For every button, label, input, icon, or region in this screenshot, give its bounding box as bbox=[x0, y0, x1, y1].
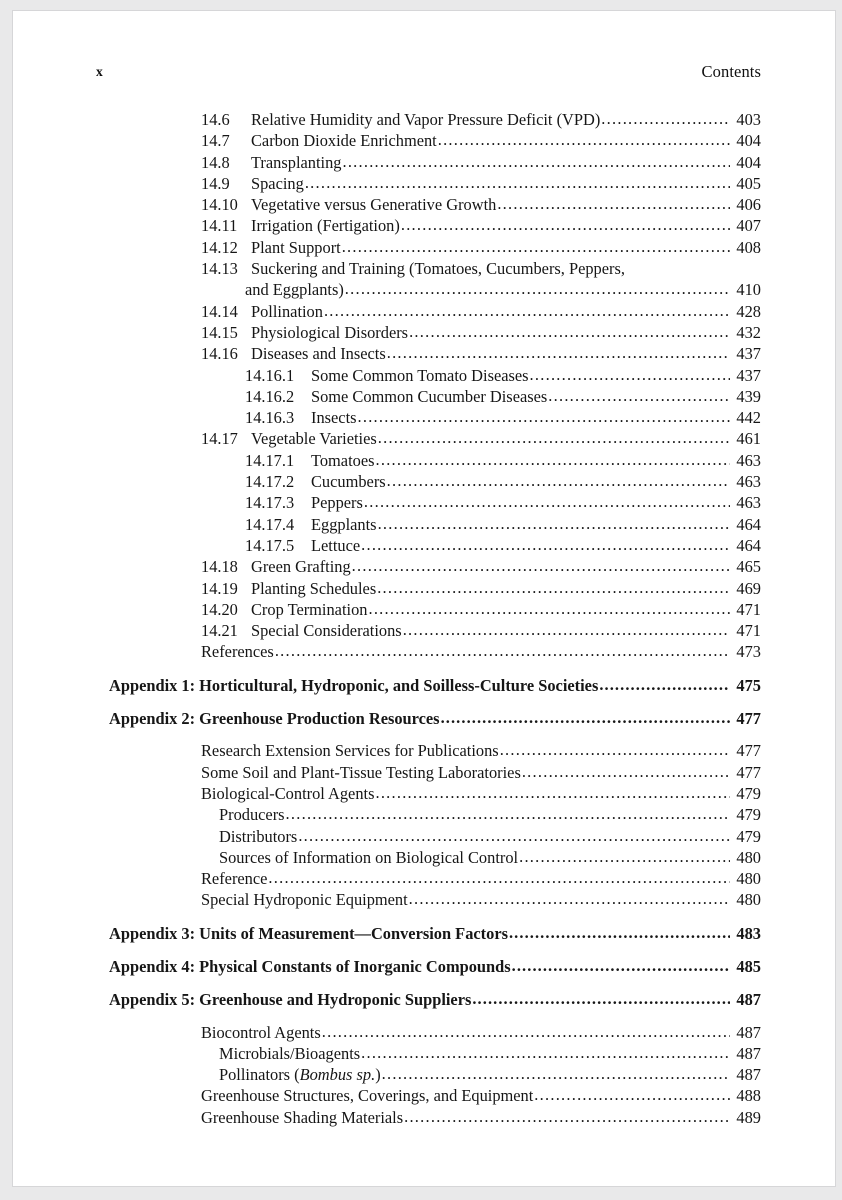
toc-leader-dots bbox=[519, 846, 730, 867]
toc-entry-label: Appendix 4: Physical Constants of Inorganic Compounds bbox=[109, 956, 511, 976]
toc-page-number: 465 bbox=[736, 557, 761, 577]
toc-entry-number: 14.16.3 bbox=[245, 408, 295, 428]
toc-page-number: 485 bbox=[736, 956, 761, 976]
toc-leader-dots bbox=[375, 782, 730, 803]
toc-entry-number: 14.17 bbox=[201, 429, 238, 449]
toc-leader-dots bbox=[342, 151, 730, 172]
toc-entry[interactable] bbox=[13, 450, 835, 471]
toc-entry[interactable] bbox=[13, 599, 835, 620]
toc-entry-label: Spacing bbox=[251, 173, 304, 193]
running-head bbox=[13, 64, 835, 88]
toc-entry-label: References bbox=[201, 642, 274, 662]
toc-leader-dots bbox=[409, 321, 730, 342]
toc-page-number: 479 bbox=[736, 805, 761, 825]
toc-entry[interactable] bbox=[13, 1022, 835, 1043]
toc-leader-dots bbox=[361, 534, 730, 555]
toc-entry-number: 14.17.4 bbox=[245, 514, 295, 534]
toc-leader-dots bbox=[382, 1063, 730, 1084]
toc-page-number: 437 bbox=[736, 365, 761, 385]
toc-entry-label: Irrigation (Fertigation) bbox=[251, 216, 400, 236]
toc-entry-number: 14.17.1 bbox=[245, 450, 295, 470]
toc-page-number: 405 bbox=[736, 173, 761, 193]
toc-page-number: 410 bbox=[736, 280, 761, 300]
toc-entry-label: Some Common Tomato Diseases bbox=[311, 365, 529, 385]
toc-entry-label: Some Common Cucumber Diseases bbox=[311, 386, 548, 406]
toc-page-number: 471 bbox=[736, 621, 761, 641]
toc-page-number: 477 bbox=[736, 762, 761, 782]
toc-page-number: 479 bbox=[736, 783, 761, 803]
toc-entry-label: Diseases and Insects bbox=[251, 344, 386, 364]
toc-entry-label: and Eggplants) bbox=[245, 280, 344, 300]
toc-entry-number: 14.6 bbox=[201, 110, 230, 129]
toc-entry[interactable] bbox=[13, 1085, 835, 1106]
toc-entry-label: Special Hydroponic Equipment bbox=[201, 890, 408, 910]
toc-entry-label: Appendix 3: Units of Measurement—Conversion Factors bbox=[109, 923, 508, 943]
toc-leader-dots bbox=[401, 214, 730, 235]
toc-page-number: 463 bbox=[736, 493, 761, 513]
toc-entry-label: Greenhouse Structures, Coverings, and Equipment bbox=[201, 1086, 534, 1106]
toc-page-number: 477 bbox=[736, 709, 761, 729]
toc-page-number: 432 bbox=[736, 322, 761, 342]
toc-entry[interactable] bbox=[13, 641, 835, 662]
toc-page-number: 477 bbox=[736, 741, 761, 761]
toc-page-number: 487 bbox=[736, 1043, 761, 1063]
toc-leader-dots bbox=[275, 640, 730, 661]
toc-entry-number: 14.17.3 bbox=[245, 493, 295, 513]
toc-page-number: 487 bbox=[736, 1022, 761, 1042]
toc-page-number: 480 bbox=[736, 890, 761, 910]
toc-page-number: 463 bbox=[736, 472, 761, 492]
toc-entry-label: Physiological Disorders bbox=[251, 322, 409, 342]
toc-entry[interactable] bbox=[13, 620, 835, 641]
toc-page-number: 407 bbox=[736, 216, 761, 236]
toc-leader-dots bbox=[377, 577, 730, 598]
toc-leader-dots bbox=[324, 300, 730, 321]
toc-entry[interactable] bbox=[13, 762, 835, 783]
toc-entry-label: Relative Humidity and Vapor Pressure Deficit (VPD) bbox=[251, 110, 601, 129]
toc-entry[interactable] bbox=[13, 386, 835, 407]
toc-entry[interactable] bbox=[13, 1064, 835, 1085]
toc-entry[interactable] bbox=[13, 407, 835, 428]
toc-entry-label: Sources of Information on Biological Control bbox=[219, 847, 519, 867]
toc-leader-dots bbox=[404, 1106, 730, 1127]
toc-entry-number: 14.21 bbox=[201, 621, 238, 641]
toc-leader-dots bbox=[500, 739, 730, 760]
toc-page-number: 469 bbox=[736, 578, 761, 598]
toc-leader-dots bbox=[378, 513, 730, 534]
toc-entry[interactable] bbox=[13, 804, 835, 825]
toc-leader-dots bbox=[441, 707, 730, 728]
toc-leader-dots bbox=[438, 129, 730, 150]
toc-leader-dots bbox=[530, 364, 730, 385]
toc-entry[interactable] bbox=[13, 956, 835, 977]
toc-leader-dots bbox=[522, 761, 730, 782]
toc-page-number: 480 bbox=[736, 869, 761, 889]
toc-page-number: 403 bbox=[736, 110, 761, 129]
toc-page-number: 488 bbox=[736, 1086, 761, 1106]
toc-page-number: 408 bbox=[736, 237, 761, 257]
toc-entry[interactable] bbox=[13, 514, 835, 535]
toc-entry-number: 14.7 bbox=[201, 131, 230, 151]
toc-page-number: 475 bbox=[736, 675, 761, 695]
toc-entry-label: Tomatoes bbox=[311, 450, 375, 470]
toc-leader-dots bbox=[322, 1021, 730, 1042]
toc-entry-number: 14.13 bbox=[201, 259, 238, 279]
toc-entry[interactable] bbox=[13, 343, 835, 364]
running-head-title: Contents bbox=[701, 62, 761, 81]
toc-entry-label: Reference bbox=[201, 869, 268, 889]
toc-leader-dots bbox=[286, 803, 730, 824]
toc-entry[interactable] bbox=[13, 428, 835, 449]
toc-entry[interactable] bbox=[13, 279, 835, 300]
toc-leader-dots bbox=[361, 1042, 730, 1063]
toc-entry-number: 14.16.1 bbox=[245, 365, 295, 385]
toc-entry-number: 14.15 bbox=[201, 322, 238, 342]
toc-entry-label: Carbon Dioxide Enrichment bbox=[251, 131, 437, 151]
toc-leader-dots bbox=[599, 674, 730, 695]
toc-entry-number: 14.14 bbox=[201, 301, 238, 321]
toc-entry[interactable] bbox=[13, 868, 835, 889]
toc-entry[interactable] bbox=[13, 365, 835, 386]
toc-entry-label: Special Considerations bbox=[251, 621, 402, 641]
toc-page-number: 487 bbox=[736, 990, 761, 1010]
toc-leader-dots bbox=[352, 555, 730, 576]
toc-entry-number: 14.17.2 bbox=[245, 472, 295, 492]
toc-leader-dots bbox=[376, 449, 731, 470]
toc-entry-label: Crop Termination bbox=[251, 599, 368, 619]
toc-entry-label: Research Extension Services for Publications bbox=[201, 741, 499, 761]
toc-entry[interactable] bbox=[13, 708, 835, 729]
toc-page-number: 461 bbox=[736, 429, 761, 449]
toc-entry-number: 14.17.5 bbox=[245, 535, 295, 555]
toc-entry-label: Peppers bbox=[311, 493, 363, 513]
toc-entry-number: 14.9 bbox=[201, 173, 230, 193]
toc-leader-dots bbox=[497, 193, 730, 214]
toc-entry[interactable] bbox=[13, 322, 835, 343]
toc-entry[interactable] bbox=[13, 556, 835, 577]
toc-entry-label: Vegetable Varieties bbox=[251, 429, 377, 449]
toc-entry-label: Eggplants bbox=[311, 514, 377, 534]
toc-entry[interactable] bbox=[13, 258, 835, 279]
toc-page-number: 428 bbox=[736, 301, 761, 321]
document-page bbox=[13, 11, 835, 1186]
toc-page-number: 404 bbox=[736, 152, 761, 172]
toc-leader-dots bbox=[403, 619, 730, 640]
toc-entry-number: 14.19 bbox=[201, 578, 238, 598]
toc-page-number: 483 bbox=[736, 923, 761, 943]
toc-page-number: 479 bbox=[736, 826, 761, 846]
toc-leader-dots bbox=[345, 278, 730, 299]
toc-leader-dots bbox=[305, 172, 730, 193]
toc-leader-dots bbox=[368, 598, 730, 619]
toc-entry[interactable] bbox=[13, 535, 835, 556]
toc-entry-number: 14.11 bbox=[201, 216, 238, 236]
toc-leader-dots bbox=[378, 427, 730, 448]
toc-entry[interactable] bbox=[13, 783, 835, 804]
toc-leader-dots bbox=[358, 406, 730, 427]
toc-leader-dots bbox=[601, 108, 730, 129]
toc-entry-label: Vegetative versus Generative Growth bbox=[251, 195, 497, 215]
toc-entry[interactable] bbox=[13, 578, 835, 599]
toc-entry-label: Biological-Control Agents bbox=[201, 783, 375, 803]
toc-entry-label: Distributors bbox=[219, 826, 298, 846]
toc-page-number: 437 bbox=[736, 344, 761, 364]
toc-entry-label: Producers bbox=[219, 805, 285, 825]
toc-entry[interactable] bbox=[13, 989, 835, 1010]
toc-leader-dots bbox=[387, 342, 730, 363]
toc-entry-label: Appendix 1: Horticultural, Hydroponic, and Soilless-Culture Societies bbox=[109, 675, 599, 695]
toc-leader-dots bbox=[268, 867, 730, 888]
toc-entry[interactable] bbox=[13, 492, 835, 513]
toc-page-number: 489 bbox=[736, 1107, 761, 1127]
toc-entry[interactable] bbox=[13, 215, 835, 236]
toc-page-number: 442 bbox=[736, 408, 761, 428]
toc-leader-dots bbox=[509, 922, 730, 943]
toc-page-number: 471 bbox=[736, 599, 761, 619]
toc-leader-dots bbox=[512, 955, 730, 976]
toc-entry[interactable] bbox=[13, 237, 835, 258]
toc-entry-number: 14.16 bbox=[201, 344, 238, 364]
toc-entry[interactable] bbox=[13, 152, 835, 173]
toc-page-number: 480 bbox=[736, 847, 761, 867]
toc-entry[interactable] bbox=[13, 301, 835, 322]
toc-page-number: 464 bbox=[736, 514, 761, 534]
toc-page-number: 406 bbox=[736, 195, 761, 215]
toc-leader-dots bbox=[409, 888, 730, 909]
toc-page-number: 463 bbox=[736, 450, 761, 470]
toc-entry[interactable] bbox=[13, 740, 835, 761]
scientific-name: Bombus sp. bbox=[299, 1065, 376, 1085]
toc-entry[interactable] bbox=[13, 130, 835, 151]
toc-entry-label: Some Soil and Plant-Tissue Testing Laboratories bbox=[201, 762, 521, 782]
toc-leader-dots bbox=[534, 1084, 730, 1105]
toc-entry-label: Suckering and Training (Tomatoes, Cucumbers, Peppers, bbox=[251, 259, 625, 279]
toc-page-number: 487 bbox=[736, 1065, 761, 1085]
toc-page-number: 473 bbox=[736, 642, 761, 662]
toc-entry-label: Appendix 2: Greenhouse Production Resources bbox=[109, 709, 440, 729]
toc-leader-dots bbox=[472, 988, 730, 1009]
toc-entry-number: 14.12 bbox=[201, 237, 238, 257]
toc-entry-label: Cucumbers bbox=[311, 472, 386, 492]
toc-entry-label: Green Grafting bbox=[251, 557, 351, 577]
toc-entry[interactable] bbox=[13, 173, 835, 194]
toc-entry-label: Planting Schedules bbox=[251, 578, 377, 598]
toc-entry-label: Pollinators (Bombus sp.) bbox=[219, 1065, 381, 1085]
toc-entry[interactable] bbox=[13, 194, 835, 215]
toc-entry-number: 14.20 bbox=[201, 599, 238, 619]
toc-entry[interactable] bbox=[13, 109, 835, 130]
toc-entry-number: 14.8 bbox=[201, 152, 230, 172]
toc-entry-label: Insects bbox=[311, 408, 357, 428]
toc-leader-dots bbox=[298, 825, 730, 846]
toc-entry[interactable] bbox=[13, 471, 835, 492]
toc-entry-label: Transplanting bbox=[251, 152, 342, 172]
toc-entry-label: Pollination bbox=[251, 301, 323, 321]
toc-entry-label: Lettuce bbox=[311, 535, 361, 555]
toc-entry-label: Plant Support bbox=[251, 237, 341, 257]
toc-entry[interactable] bbox=[13, 923, 835, 944]
toc-page-number: 439 bbox=[736, 386, 761, 406]
toc-leader-dots bbox=[364, 491, 730, 512]
page-folio: x bbox=[96, 64, 103, 79]
toc-entry-label: Appendix 5: Greenhouse and Hydroponic Suppliers bbox=[109, 990, 472, 1010]
toc-entry[interactable] bbox=[13, 1107, 835, 1128]
toc-entry[interactable] bbox=[13, 847, 835, 868]
toc-leader-dots bbox=[387, 470, 730, 491]
toc-entry[interactable] bbox=[13, 889, 835, 910]
toc-entry-label: Greenhouse Shading Materials bbox=[201, 1107, 404, 1127]
toc-page-number: 464 bbox=[736, 535, 761, 555]
toc-page-number: 404 bbox=[736, 131, 761, 151]
toc-entry[interactable] bbox=[13, 675, 835, 696]
toc-leader-dots bbox=[548, 385, 730, 406]
toc-entry-label: Microbials/Bioagents bbox=[219, 1043, 361, 1063]
table-of-contents bbox=[13, 109, 835, 1128]
toc-entry-number: 14.18 bbox=[201, 557, 238, 577]
toc-entry-label: Biocontrol Agents bbox=[201, 1022, 321, 1042]
toc-leader-dots bbox=[342, 236, 730, 257]
toc-entry-number: 14.16.2 bbox=[245, 386, 295, 406]
toc-entry[interactable] bbox=[13, 826, 835, 847]
toc-entry[interactable] bbox=[13, 1043, 835, 1064]
toc-entry-number: 14.10 bbox=[201, 195, 238, 215]
